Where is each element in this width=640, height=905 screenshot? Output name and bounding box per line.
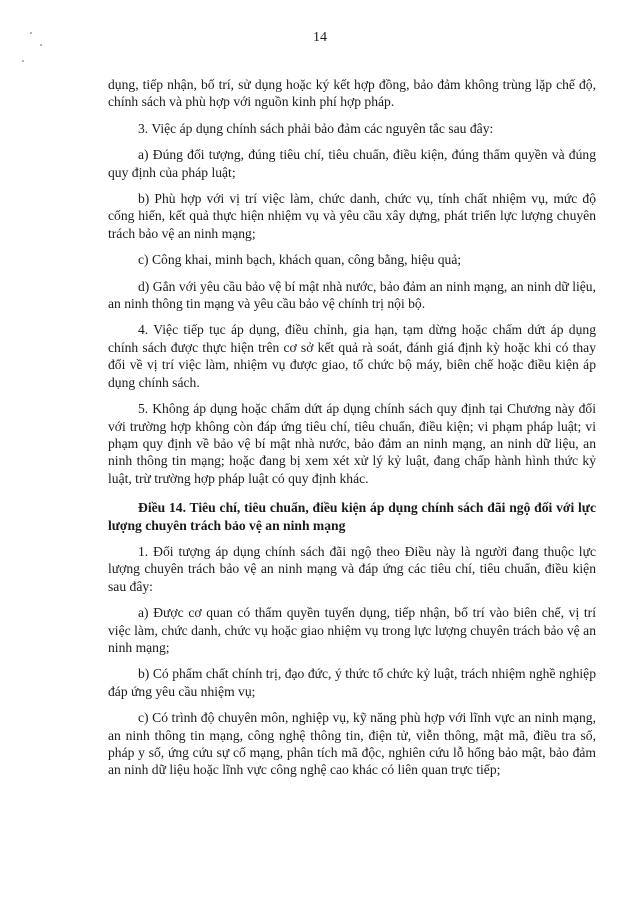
article-14-point-b: b) Có phẩm chất chính trị, đạo đức, ý thức tổ chức kỷ luật, trách nhiệm nghề nghiệp đáp ứng yêu cầu nhiệm vụ; bbox=[108, 666, 596, 699]
paragraph-point-c: c) Công khai, minh bạch, khách quan, công bằng, hiệu quả; bbox=[138, 252, 462, 268]
article-14-clause-1: 1. Đối tượng áp dụng chính sách đãi ngộ theo Điều này là người đang thuộc lực lượng chuyên trách bảo vệ an ninh mạng và đáp ứng các tiêu chí, tiêu chuẩn, điều kiện sau đây: bbox=[108, 543, 596, 594]
article-14-heading: Điều 14. Tiêu chí, tiêu chuẩn, điều kiện áp dụng chính sách đãi ngộ đối với lực lượng chuyên trách bảo vệ an ninh mạng bbox=[108, 500, 596, 533]
paragraph-point-b: b) Phù hợp với vị trí việc làm, chức danh, chức vụ, tính chất nhiệm vụ, mức độ cống hiến, kết quả thực hiện nhiệm vụ và yêu cầu xây dựng, phát triển lực lượng chuyên trách bảo vệ an ninh mạng; bbox=[108, 191, 596, 241]
paragraph-clause-4: 4. Việc tiếp tục áp dụng, điều chỉnh, gia hạn, tạm dừng hoặc chấm dứt áp dụng chính sách được thực hiện trên cơ sở kết quả rà soát, đánh giá định kỳ hoặc khi có thay đổi về vị trí việc làm, nhiệm vụ được giao, tổ chức bộ máy, biên chế hoặc điều kiện áp dụng chính sách. bbox=[108, 322, 596, 390]
document-body bbox=[108, 76, 596, 788]
paragraph-continued: dụng, tiếp nhận, bố trí, sử dụng hoặc ký kết hợp đồng, bảo đảm không trùng lặp chế độ, chính sách và phù hợp với nguồn kinh phí hợp pháp. bbox=[108, 77, 596, 110]
article-14-point-a: a) Được cơ quan có thẩm quyền tuyển dụng, tiếp nhận, bố trí vào biên chế, vị trí việc làm, chức danh, chức vụ hoặc giao nhiệm vụ trong lực lượng chuyên trách bảo vệ an ninh mạng; bbox=[108, 605, 596, 655]
paragraph-clause-5: 5. Không áp dụng hoặc chấm dứt áp dụng chính sách quy định tại Chương này đối với trường hợp không còn đáp ứng tiêu chí, tiêu chuẩn, điều kiện; vi phạm pháp luật; vi phạm quy định về bảo vệ bí mật nhà nước, bảo đảm an ninh mạng, an ninh dữ liệu, an ninh thông tin mạng; hoặc đang bị xem xét xử lý kỷ luật, đang chấp hành hình thức kỷ luật, trừ trường hợp pháp luật có quy định khác. bbox=[108, 401, 596, 486]
paragraph-point-d: d) Gắn với yêu cầu bảo vệ bí mật nhà nước, bảo đảm an ninh mạng, an ninh dữ liệu, an ninh thông tin mạng và yêu cầu bảo vệ chính trị nội bộ. bbox=[108, 278, 596, 312]
scan-speck bbox=[22, 60, 24, 62]
paragraph-point-a: a) Đúng đối tượng, đúng tiêu chí, tiêu chuẩn, điều kiện, đúng thẩm quyền và đúng quy định của pháp luật; bbox=[108, 147, 596, 180]
article-14-point-c: c) Có trình độ chuyên môn, nghiệp vụ, kỹ năng phù hợp với lĩnh vực an ninh mạng, an ninh thông tin mạng, công nghệ thông tin, điện tử, viễn thông, mật mã, điều tra số, pháp y số, ứng cứu sự cố mạng, phân tích mã độc, nghiên cứu lỗ hổng bảo mật, bảo đảm an ninh dữ liệu hoặc lĩnh vực công nghệ cao khác có liên quan trực tiếp; bbox=[108, 710, 596, 778]
page-number: 14 bbox=[313, 30, 327, 45]
paragraph-clause-3: 3. Việc áp dụng chính sách phải bảo đảm các nguyên tắc sau đây: bbox=[138, 120, 494, 136]
